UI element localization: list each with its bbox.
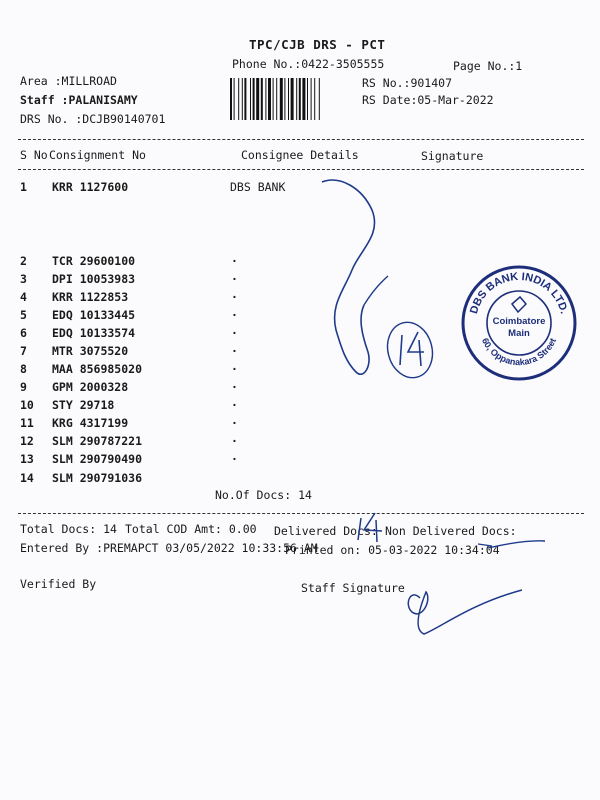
column-header-divider xyxy=(18,169,584,170)
row-consignee: DBS BANK xyxy=(230,180,286,194)
barcode-graphic xyxy=(230,78,352,120)
row-consignment: EDQ 10133445 xyxy=(52,308,136,322)
svg-text:DBS BANK INDIA LTD. xyxy=(468,271,570,315)
row-consignment: DPI 10053983 xyxy=(52,272,136,286)
rs-number: RS No.:901407 xyxy=(362,76,453,90)
row-consignee-mark: . xyxy=(231,341,238,355)
non-delivered-docs-label: Non Delivered Docs: xyxy=(385,524,517,538)
column-header-consignee: Consignee Details xyxy=(241,148,359,162)
row-consignment: SLM 290787221 xyxy=(52,434,143,448)
row-consignment: MTR 3075520 xyxy=(52,344,129,358)
row-sno: 8 xyxy=(20,362,27,376)
row-consignee-mark: . xyxy=(231,305,238,319)
row-consignment: GPM 2000328 xyxy=(52,380,129,394)
row-sno: 10 xyxy=(20,398,34,412)
row-sno: 11 xyxy=(20,416,34,430)
phone-number: Phone No.:0422-3505555 xyxy=(232,57,385,71)
column-header-signature: Signature xyxy=(421,149,484,163)
staff-label: Staff :PALANISAMY xyxy=(20,93,138,107)
entered-by: Entered By :PREMAPCT 03/05/2022 10:33:56 AM xyxy=(20,541,318,555)
row-consignee-mark: . xyxy=(231,269,238,283)
row-consignment: MAA 856985020 xyxy=(52,362,143,376)
row-consignee-mark: . xyxy=(231,287,238,301)
printed-on: Printed on: 05-03-2022 10:34:04 xyxy=(285,543,500,557)
row-sno: 13 xyxy=(20,452,34,466)
staff-signature-label: Staff Signature xyxy=(301,581,405,595)
column-header-sno: S No xyxy=(20,148,48,162)
column-header-consignment: Consignment No xyxy=(49,148,146,162)
row-consignment: EDQ 10133574 xyxy=(52,326,136,340)
footer-divider xyxy=(18,513,584,514)
row-sno: 7 xyxy=(20,344,27,358)
row-consignee-mark: . xyxy=(231,395,238,409)
row-consignee-mark: . xyxy=(231,431,238,445)
row-sno: 4 xyxy=(20,290,27,304)
row-consignment: KRR 1122853 xyxy=(52,290,129,304)
area-label: Area :MILLROAD xyxy=(20,74,117,88)
total-docs: Total Docs: 14 xyxy=(20,522,117,536)
row-sno: 3 xyxy=(20,272,27,286)
bank-stamp xyxy=(460,264,578,382)
drs-number: DRS No. :DCJB90140701 xyxy=(20,112,166,126)
row-sno: 9 xyxy=(20,380,27,394)
row-consignee-mark: . xyxy=(231,449,238,463)
row-consignment: SLM 290791036 xyxy=(52,471,143,485)
row-consignee-mark: . xyxy=(231,359,238,373)
stamp-text-bottom: 60, Oppanakara Street xyxy=(479,336,559,368)
row-sno: 6 xyxy=(20,326,27,340)
rs-date: RS Date:05-Mar-2022 xyxy=(362,93,494,107)
stamp-text-top: DBS BANK INDIA LTD. xyxy=(468,270,570,316)
stamp-branch: Main xyxy=(508,328,530,339)
row-consignee-mark: . xyxy=(231,413,238,427)
document-title: TPC/CJB DRS - PCT xyxy=(249,37,386,52)
row-sno: 2 xyxy=(20,254,27,268)
page-number: Page No.:1 xyxy=(453,59,523,73)
row-consignee-mark: . xyxy=(231,323,238,337)
stamp-city: Coimbatore xyxy=(492,316,546,327)
verified-by-label: Verified By xyxy=(20,577,97,591)
row-consignment: KRR 1127600 xyxy=(52,180,129,194)
no-of-docs: No.Of Docs: 14 xyxy=(215,488,312,502)
delivered-docs-label: Delivered Docs: xyxy=(274,524,378,538)
row-sno: 12 xyxy=(20,434,34,448)
row-consignment: TCR 29600100 xyxy=(52,254,136,268)
row-consignment: STY 29718 xyxy=(52,398,115,412)
stamp-emblem-icon xyxy=(512,297,526,312)
row-sno: 5 xyxy=(20,308,27,322)
row-consignee-mark: . xyxy=(231,377,238,391)
row-sno: 14 xyxy=(20,471,34,485)
header-divider xyxy=(18,139,584,140)
row-consignee-mark: . xyxy=(231,251,238,265)
row-consignment: KRG 4317199 xyxy=(52,416,129,430)
row-sno: 1 xyxy=(20,180,27,194)
row-consignment: SLM 290790490 xyxy=(52,452,143,466)
total-cod-amount: Total COD Amt: 0.00 xyxy=(125,522,257,536)
